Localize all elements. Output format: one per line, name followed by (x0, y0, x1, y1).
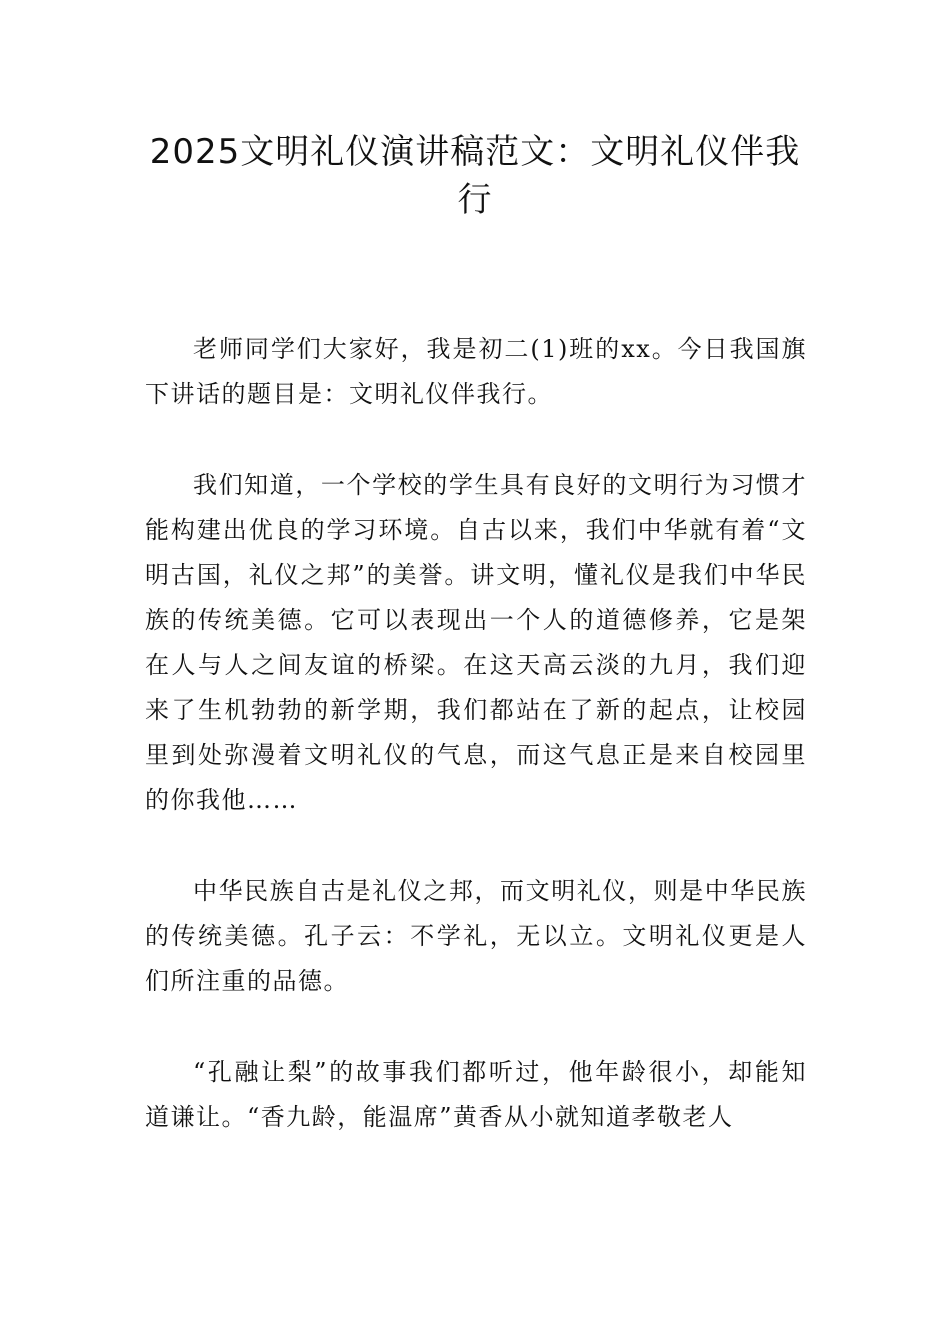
paragraph-greeting: 老师同学们大家好，我是初二(1)班的xx。今日我国旗下讲话的题目是：文明礼仪伴我行。 (145, 335, 807, 408)
paragraph-kong-rong-story: “孔融让梨”的故事我们都听过，他年龄很小，却能知道谦让。“香九龄，能温席”黄香从小就知道孝敬老人 (145, 1058, 807, 1131)
document-body (145, 327, 807, 1186)
document-title: 2025文明礼仪演讲稿范文：文明礼仪伴我行 (149, 132, 801, 220)
paragraph-etiquette-tradition: 中华民族自古是礼仪之邦，而文明礼仪，则是中华民族的传统美德。孔子云：不学礼，无以立。文明礼仪更是人们所注重的品德。 (145, 877, 807, 995)
paragraph-civility-habits: 我们知道，一个学校的学生具有良好的文明行为习惯才能构建出优良的学习环境。自古以来，我们中华就有着“文明古国，礼仪之邦”的美誉。讲文明，懂礼仪是我们中华民族的传统美德。它可以表现出一个人的道德修养，它是架在人与人之间友谊的桥梁。在这天高云淡的九月，我们迎来了生机勃勃的新学期，我们都站在了新的起点，让校园里到处弥漫着文明礼仪的气息，而这气息正是来自校园里的你我他…… (145, 471, 807, 814)
